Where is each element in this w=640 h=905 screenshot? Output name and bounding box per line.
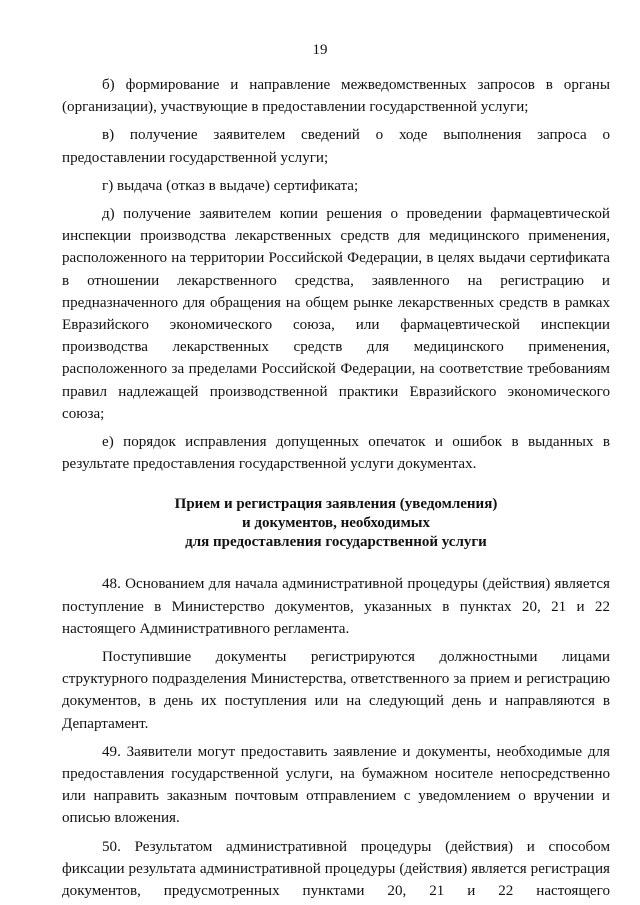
paragraph-50: 50. Результатом административной процедуры (действия) и способом фиксации результата административной процедуры (действия) является регистрация документов, предусмотренных пунктами 20, 21 и 22 настоящего <box>62 838 610 900</box>
paragraph-item-g: г) выдача (отказ в выдаче) сертификата; <box>102 177 359 194</box>
page-number: 19 <box>312 42 328 58</box>
paragraph-48: 48. Основанием для начала административной процедуры (действия) является поступление в Министерство документов, указанных в пунктах 20, 21 и 22 настоящего Административного регламента. <box>62 576 610 637</box>
document-body <box>62 68 610 902</box>
paragraph-item-e: е) порядок исправления допущенных опечаток и ошибок в выданных в результате предоставления государственной услуги документах. <box>62 434 610 473</box>
paragraph-item-v: в) получение заявителем сведений о ходе выполнения запроса о предоставлении государственной услуги; <box>62 127 610 166</box>
paragraph-item-d: д) получение заявителем копии решения о проведении фармацевтической инспекции производства лекарственных средств для медицинского применения, расположенного на территории Российской Федерации, в целях выдачи сертификата в отношении лекарственного средства, заявленного на регистрацию и предназначенного для обращения на общем рынке лекарственных средств в рамках Евразийского экономического союза, или фармацевтической инспекции производства лекарственных средств для медицинского применения, расположенного за пределами Российской Федерации, на соответствие требованиям правил надлежащей производственной практики Евразийского экономического союза; <box>62 206 610 422</box>
paragraph-item-b: б) формирование и направление межведомственных запросов в органы (организации), участвующие в предоставлении государственной услуги; <box>62 77 610 116</box>
section-heading-line: Прием и регистрация заявления (уведомления) <box>174 496 498 513</box>
paragraph-48-registration: Поступившие документы регистрируются должностными лицами структурного подразделения Министерства, ответственного за прием и регистрацию документов, в день их поступления или на следующий день и направляются в Департамент. <box>62 649 610 732</box>
paragraph-49: 49. Заявители могут предоставить заявление и документы, необходимые для предоставления государственной услуги, на бумажном носителе непосредственно или направить заказным почтовым отправлением с уведомлением о вручении и описью вложения. <box>62 743 610 827</box>
section-heading-line: и документов, необходимых <box>241 515 430 532</box>
section-heading <box>62 495 610 552</box>
section-heading-line: для предоставления государственной услуги <box>185 534 487 551</box>
